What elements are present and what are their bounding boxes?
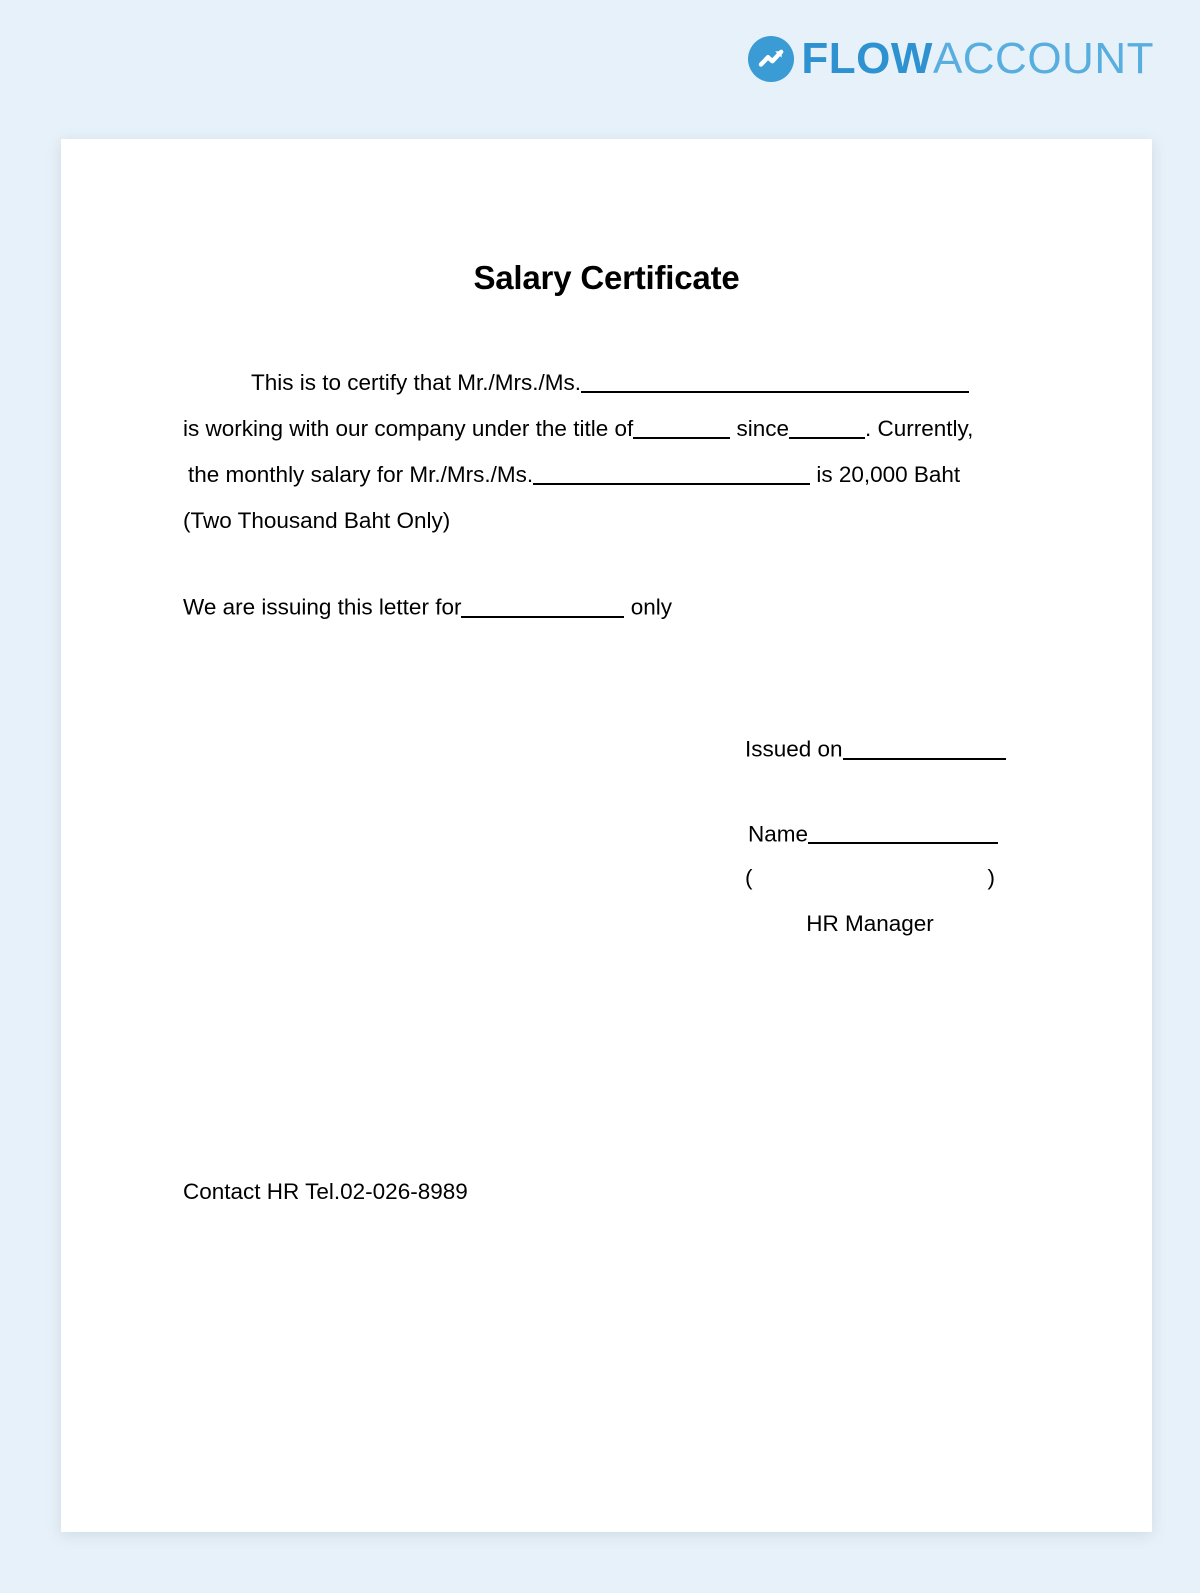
paren-close: )	[987, 865, 995, 891]
body-line-2-suffix: . Currently,	[865, 416, 974, 441]
signer-paren-line	[745, 865, 995, 891]
signer-name-line	[745, 819, 1020, 848]
employee-name-blank[interactable]	[581, 367, 969, 393]
body-line-2-mid: since	[730, 416, 790, 441]
brand-wordmark	[801, 34, 1154, 83]
issue-purpose-prefix: We are issuing this letter for	[183, 594, 462, 620]
issue-purpose-suffix: only	[624, 594, 672, 620]
issued-on-line	[745, 734, 1020, 763]
body-line-2-prefix: is working with our company under the title of	[183, 416, 634, 441]
body-line-3	[183, 452, 1023, 498]
body-line-4	[183, 498, 1023, 544]
body-line-1	[183, 360, 1023, 406]
salary-in-words: (Two Thousand Baht Only)	[183, 508, 451, 533]
brand-wordmark-primary: FLOW	[801, 34, 933, 83]
paren-open: (	[745, 865, 753, 891]
body-line-3-prefix: the monthly salary for Mr./Mrs./Ms.	[188, 462, 534, 487]
salary-employee-name-blank[interactable]	[533, 459, 810, 485]
body-line-2	[183, 406, 1023, 452]
contact-hr-line: Contact HR Tel.02-026-8989	[183, 1179, 468, 1204]
trend-up-circle-icon	[748, 36, 794, 82]
body-line-3-suffix: is 20,000 Baht	[810, 462, 961, 487]
brand-wordmark-secondary: ACCOUNT	[932, 34, 1154, 83]
issue-purpose-blank[interactable]	[461, 592, 624, 618]
issued-on-label: Issued on	[745, 736, 843, 762]
signer-name-blank[interactable]	[808, 819, 998, 845]
body-line-1-text: This is to certify that Mr./Mrs./Ms.	[251, 370, 582, 395]
document-card	[61, 139, 1152, 1532]
page-title: Salary Certificate	[473, 259, 740, 296]
start-date-blank[interactable]	[789, 413, 865, 439]
brand-header	[748, 30, 1154, 88]
certificate-body	[183, 360, 1023, 544]
issue-purpose-line	[183, 592, 672, 621]
job-title-blank[interactable]	[633, 413, 730, 439]
signer-role: HR Manager	[806, 911, 934, 937]
signer-name-label: Name	[748, 821, 809, 847]
signature-block	[745, 734, 1020, 937]
issued-on-blank[interactable]	[843, 734, 1006, 760]
